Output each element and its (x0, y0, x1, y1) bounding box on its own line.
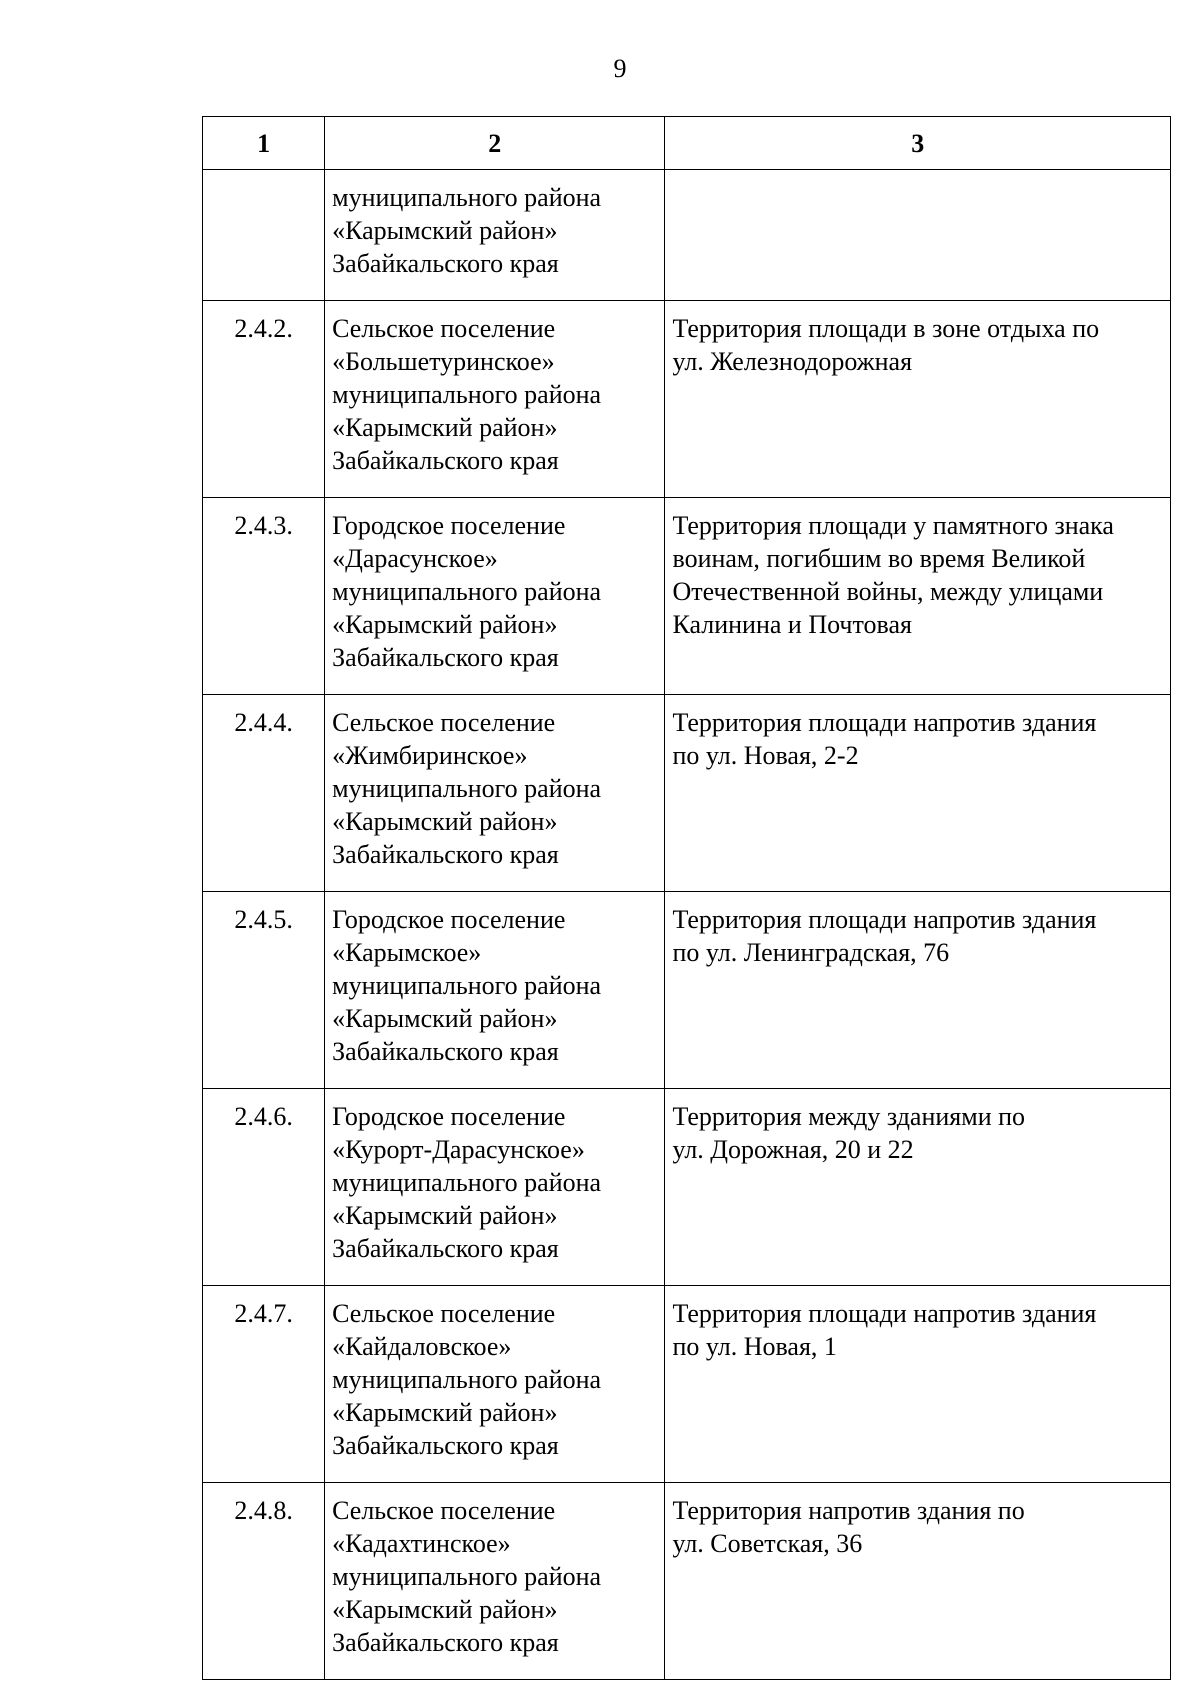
settlement-line: муниципального района (332, 183, 602, 212)
settlement-cell (325, 1089, 665, 1286)
settlement-line: Сельское поселение (332, 708, 556, 737)
territory-line: по ул. Ленинградская, 76 (672, 938, 950, 967)
settlement-line: Забайкальского края (332, 249, 559, 278)
territory-line: по ул. Новая, 1 (672, 1332, 837, 1361)
territory-line: ул. Железнодорожная (672, 347, 913, 376)
settlement-cell (325, 1483, 665, 1680)
settlement-line: «Карымский район» (332, 807, 558, 836)
settlement-line: Городское поселение (332, 511, 566, 540)
settlement-line: муниципального района (332, 380, 602, 409)
row-number-cell: 2.4.6. (203, 1089, 325, 1286)
settlement-cell (325, 498, 665, 695)
settlement-line: Сельское поселение (332, 314, 556, 343)
settlement-line: «Курорт-Дарасунское» (332, 1135, 585, 1164)
territory-table (202, 116, 1171, 1680)
column-header-1: 1 (203, 117, 325, 170)
table-row (203, 892, 1171, 1089)
table-row (203, 170, 1171, 301)
row-number-cell (203, 170, 325, 301)
settlement-line: муниципального района (332, 577, 602, 606)
settlement-line: Забайкальского края (332, 1628, 559, 1657)
table-row (203, 1483, 1171, 1680)
territory-line: Территория площади у памятного знака (672, 511, 1114, 540)
settlement-cell (325, 170, 665, 301)
settlement-line: «Дарасунское» (332, 544, 498, 573)
territory-cell (665, 498, 1171, 695)
territory-cell (665, 892, 1171, 1089)
settlement-line: муниципального района (332, 1168, 602, 1197)
settlement-line: «Карымский район» (332, 1201, 558, 1230)
settlement-line: «Карымский район» (332, 216, 558, 245)
territory-line: Отечественной войны, между улицами (672, 577, 1104, 606)
settlement-line: «Большетуринское» (332, 347, 555, 376)
table-header-row (203, 117, 1171, 170)
settlement-line: «Карымский район» (332, 1004, 558, 1033)
table-body (203, 170, 1171, 1680)
settlement-line: Сельское поселение (332, 1299, 556, 1328)
territory-line: Территория площади напротив здания (672, 1299, 1097, 1328)
settlement-line: Сельское поселение (332, 1496, 556, 1525)
settlement-line: Забайкальского края (332, 446, 559, 475)
table-row (203, 1286, 1171, 1483)
settlement-line: «Карымский район» (332, 610, 558, 639)
settlement-line: «Кайдаловское» (332, 1332, 512, 1361)
settlement-cell (325, 301, 665, 498)
row-number-cell: 2.4.5. (203, 892, 325, 1089)
row-number-cell: 2.4.8. (203, 1483, 325, 1680)
settlement-line: муниципального района (332, 774, 602, 803)
settlement-line: Городское поселение (332, 905, 566, 934)
settlement-line: «Карымский район» (332, 413, 558, 442)
settlement-line: муниципального района (332, 1562, 602, 1591)
settlement-line: «Карымский район» (332, 1595, 558, 1624)
settlement-line: «Карымский район» (332, 1398, 558, 1427)
settlement-cell (325, 1286, 665, 1483)
settlement-line: Забайкальского края (332, 1037, 559, 1066)
territory-line: Территория напротив здания по (672, 1496, 1025, 1525)
settlement-line: муниципального района (332, 1365, 602, 1394)
column-header-3: 3 (665, 117, 1171, 170)
row-number-cell: 2.4.7. (203, 1286, 325, 1483)
settlement-cell (325, 695, 665, 892)
territory-line: воинам, погибшим во время Великой (672, 544, 1086, 573)
settlement-line: «Кадахтинское» (332, 1529, 511, 1558)
territory-cell (665, 1483, 1171, 1680)
territory-line: ул. Советская, 36 (672, 1529, 863, 1558)
settlement-line: Забайкальского края (332, 840, 559, 869)
row-number-cell: 2.4.3. (203, 498, 325, 695)
settlement-line: Забайкальского края (332, 1431, 559, 1460)
territory-line: Территория площади в зоне отдыха по (672, 314, 1100, 343)
settlement-line: Забайкальского края (332, 1234, 559, 1263)
territory-line: Территория площади напротив здания (672, 905, 1097, 934)
table-row (203, 1089, 1171, 1286)
settlement-line: муниципального района (332, 971, 602, 1000)
settlement-cell (325, 892, 665, 1089)
table-row (203, 498, 1171, 695)
table-row (203, 301, 1171, 498)
territory-cell (665, 695, 1171, 892)
territory-cell (665, 1089, 1171, 1286)
page-number: 9 (613, 54, 627, 83)
territory-cell (665, 170, 1171, 301)
territory-line: по ул. Новая, 2-2 (672, 741, 859, 770)
settlement-line: «Жимбиринское» (332, 741, 528, 770)
settlement-line: Забайкальского края (332, 643, 559, 672)
settlement-line: Городское поселение (332, 1102, 566, 1131)
row-number-cell: 2.4.4. (203, 695, 325, 892)
territory-line: Территория между зданиями по (672, 1102, 1026, 1131)
territory-cell (665, 301, 1171, 498)
settlement-line: «Карымское» (332, 938, 482, 967)
territory-line: Калинина и Почтовая (672, 610, 912, 639)
column-header-2: 2 (325, 117, 665, 170)
row-number-cell: 2.4.2. (203, 301, 325, 498)
table-row (203, 695, 1171, 892)
territory-line: ул. Дорожная, 20 и 22 (672, 1135, 914, 1164)
territory-cell (665, 1286, 1171, 1483)
territory-line: Территория площади напротив здания (672, 708, 1097, 737)
